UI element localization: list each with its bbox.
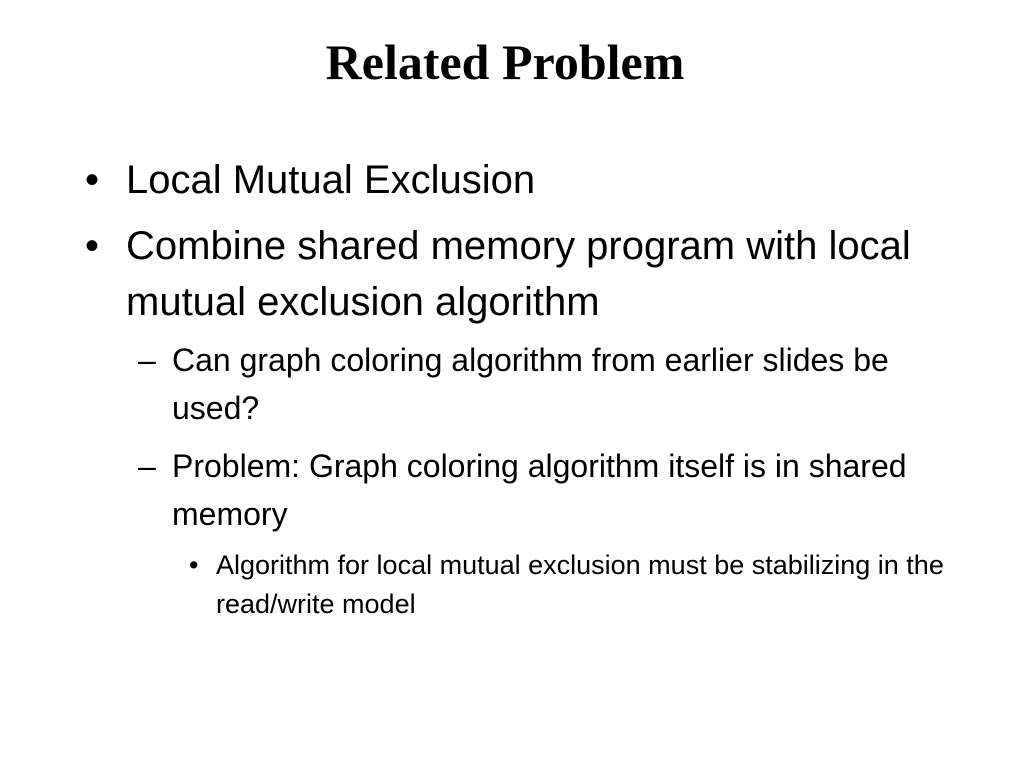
bullet-item [85, 152, 945, 208]
slide-title: Related Problem [325, 34, 685, 90]
bullet-marker: • [85, 158, 100, 202]
sub-bullet-item [138, 442, 938, 538]
sub-sub-bullet-item [189, 546, 949, 624]
sub-bullet-marker: – [138, 448, 156, 484]
sub-sub-bullet-text: Algorithm for local mutual exclusion must be stabilizing in the read/write model [216, 550, 944, 619]
sub-bullet-text: Can graph coloring algorithm from earlier slides be used? [172, 342, 889, 426]
bullet-text: Local Mutual Exclusion [126, 158, 536, 202]
sub-sub-bullet-marker: • [189, 550, 199, 580]
bullet-marker: • [85, 224, 100, 268]
sub-bullet-text: Problem: Graph coloring algorithm itself is in shared memory [172, 448, 907, 532]
sub-bullet-item [138, 336, 938, 432]
bullet-item [85, 218, 945, 330]
sub-bullet-marker: – [138, 342, 156, 378]
bullet-text: Combine shared memory program with local mutual exclusion algorithm [126, 224, 911, 324]
